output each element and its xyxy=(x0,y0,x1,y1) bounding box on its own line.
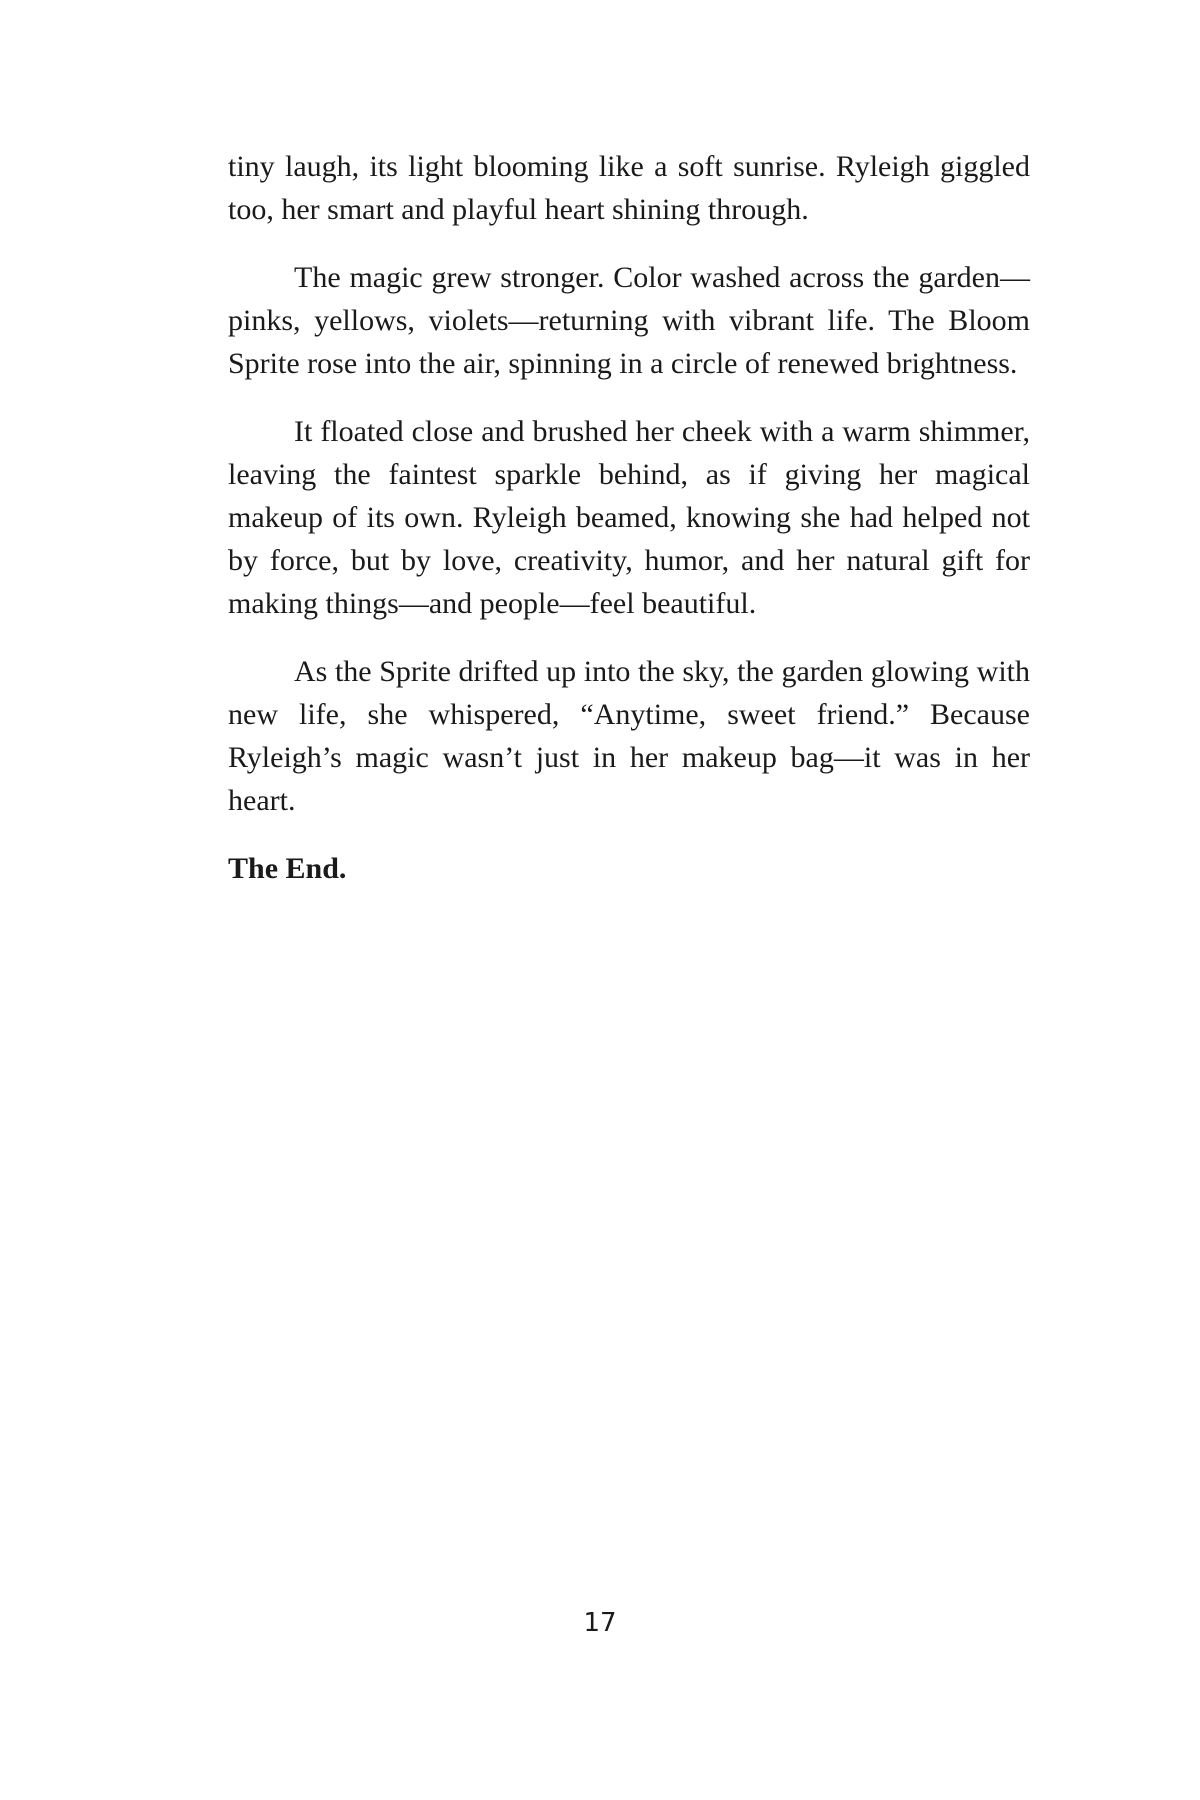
paragraph-4: As the Sprite drifted up into the sky, the garden glowing with new life, she whispered, “Anytime, sweet friend.” Because Ryleigh’s magic wasn’t just in her makeup bag—it was in her heart. xyxy=(228,655,1030,817)
page-number: 17 xyxy=(583,1608,617,1638)
paragraph-3: It floated close and brushed her cheek with a warm shimmer, leaving the faintest sparkle behind, as if giving her magical makeup of its own. Ryleigh beamed, knowing she had helped not by force, but by love, creativity, humor, and her natural gift for making things—and people—feel beautiful. xyxy=(228,415,1030,620)
story-ending: The End. xyxy=(228,852,347,885)
story-text xyxy=(228,145,1030,890)
paragraph-2: The magic grew stronger. Color washed across the garden—pinks, yellows, violets—returning with vibrant life. The Bloom Sprite rose into the air, spinning in a circle of renewed brightness. xyxy=(228,261,1030,380)
paragraph-1: tiny laugh, its light blooming like a soft sunrise. Ryleigh giggled too, her smart and playful heart shining through. xyxy=(228,150,1030,226)
